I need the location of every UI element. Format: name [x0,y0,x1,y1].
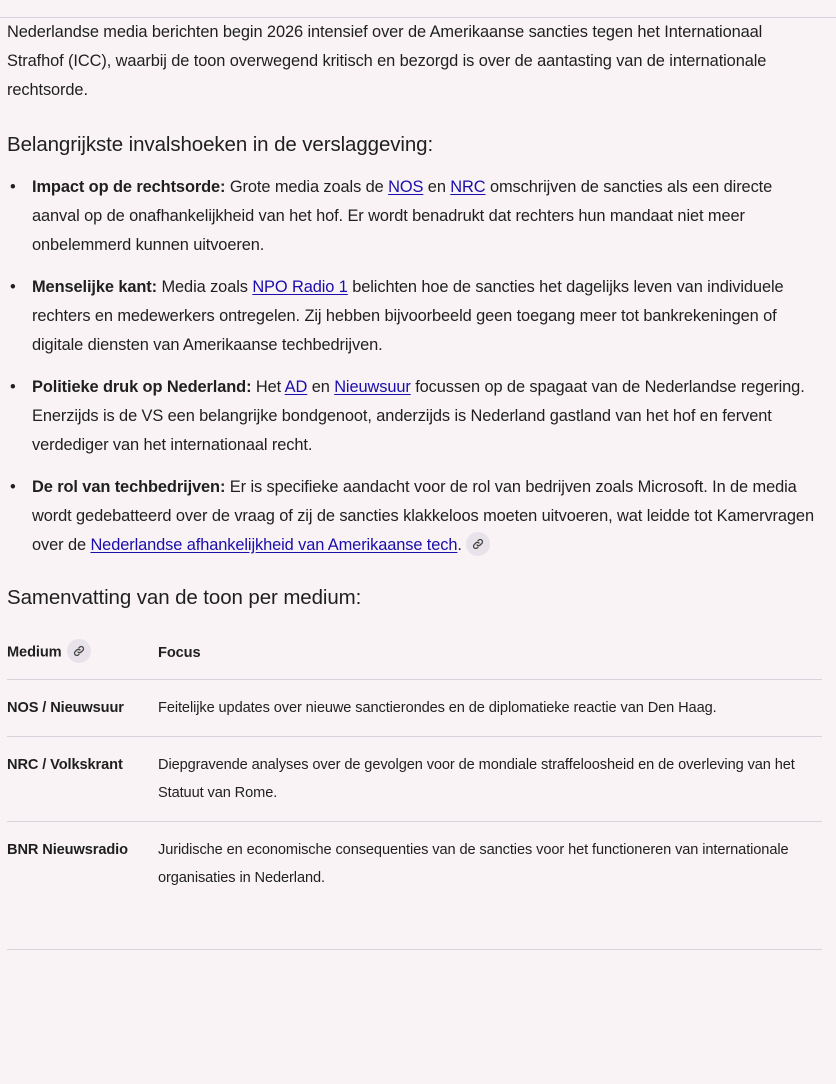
item-text: . [457,536,462,554]
column-header-medium [7,628,158,680]
cell-medium: NRC / Volkskrant [7,737,158,822]
bullet-icon: • [10,178,16,196]
item-text: en [423,178,451,196]
cell-focus: Juridische en economische consequenties van de sancties voor het functioneren van internationale organisaties in Nederland. [158,822,822,950]
item-text: belichten hoe de sancties het dagelijks leven van individuele rechters en medewerkers ontregelen. Zij hebben bijvoorbeeld geen toegang meer tot bankrekeningen of digitale diensten van Amerikaanse techbedrijven. [32,278,784,354]
item-text: Grote media zoals de [225,178,389,196]
table-row [7,822,822,950]
cell-medium: NOS / Nieuwsuur [7,680,158,737]
citation-button[interactable] [67,639,91,663]
item-text: focussen op de spagaat van de Nederlandse regering. Enerzijds is de VS een belangrijke bondgenoot, anderzijds is Nederland gastland van het hof en fervent verdediger van het internationaal recht. [32,378,805,454]
list-item [7,273,822,360]
item-title: Impact op de rechtsorde: [32,178,226,196]
link-icon [73,645,85,657]
list-item [7,373,822,460]
citation-button[interactable] [466,532,490,556]
list-item [7,173,822,260]
link-nieuwsuur[interactable]: Nieuwsuur [334,378,411,396]
link-npo-radio-1[interactable]: NPO Radio 1 [252,278,348,296]
link-nrc[interactable]: NRC [450,178,486,196]
item-text: Media zoals [157,278,253,296]
bullet-icon: • [10,478,16,496]
bullet-icon: • [10,378,16,396]
column-header-label: Medium [7,644,62,661]
angles-list [7,173,822,560]
cell-focus: Diepgravende analyses over de gevolgen voor de mondiale straffeloosheid en de overleving van het Statuut van Rome. [158,737,822,822]
cell-focus: Feitelijke updates over nieuwe sanctierondes en de diplomatieke reactie van Den Haag. [158,680,822,737]
table-row [7,680,822,737]
item-title: De rol van techbedrijven: [32,478,226,496]
column-header-focus: Focus [158,628,822,680]
link-ad[interactable]: AD [284,378,308,396]
summary-table [7,628,822,950]
angles-heading: Belangrijkste invalshoeken in de verslaggeving: [7,133,434,156]
link-nos[interactable]: NOS [388,178,424,196]
link-icon [472,538,484,550]
table-header-row [7,628,822,680]
link-tech-dependency[interactable]: Nederlandse afhankelijkheid van Amerikaanse tech [90,536,458,554]
item-title: Menselijke kant: [32,278,158,296]
bullet-icon: • [10,278,16,296]
item-text: Het [251,378,285,396]
item-text: Er is specifieke aandacht voor de rol van bedrijven zoals Microsoft. In de media wordt gedebatteerd over de vraag of zij de sancties klakkeloos moeten uitvoeren, wat leidde tot Kamervragen over de [32,478,814,554]
cell-medium: BNR Nieuwsradio [7,822,158,950]
table-row [7,737,822,822]
item-title: Politieke druk op Nederland: [32,378,252,396]
list-item [7,473,822,560]
item-text: en [307,378,335,396]
intro-paragraph: Nederlandse media berichten begin 2026 intensief over de Amerikaanse sancties tegen het Internationaal Strafhof (ICC), waarbij de toon overwegend kritisch en bezorgd is over de aantasting van de internationale rechtsorde. [7,23,767,99]
response-content [7,18,822,950]
summary-heading: Samenvatting van de toon per medium: [7,586,362,609]
item-text: omschrijven de sancties als een directe aanval op de onafhankelijkheid van het hof. Er wordt benadrukt dat rechters hun mandaat niet meer onbelemmerd kunnen uitvoeren. [32,178,773,254]
